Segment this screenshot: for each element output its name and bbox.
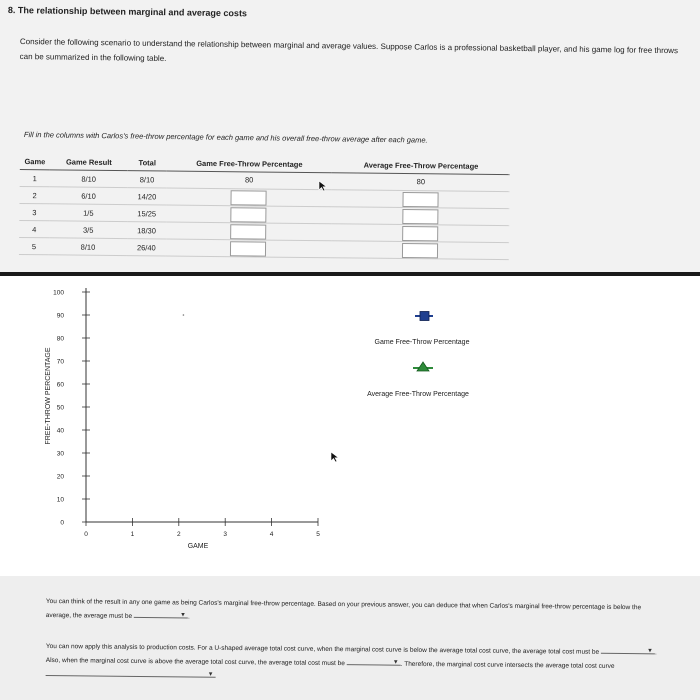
y-tick-label: 70 [56,358,64,366]
marginal-question-text: You can think of the result in any one game as being Carlos's marginal free-throw percentage. Based on your previous answer, you can deduce that when Carlos's marginal free-throw percentage is below the average, the average must be [45,597,642,620]
cell-game-pct [166,188,332,207]
y-tick-label: 60 [56,381,64,389]
production-cost-text-b: . Also, when the marginal cost curve is above the average total cost curve, the average total cost must be [45,649,657,668]
avg-pct-input[interactable] [402,226,438,241]
x-tick-label: 4 [269,531,274,538]
average-direction-dropdown[interactable] [134,609,188,619]
dropdown-arrow-icon: ▼ [392,659,399,666]
y-tick-label: 0 [60,519,64,527]
cell-game: 4 [19,220,49,237]
header-avg-pct: Average Free-Throw Percentage [332,157,510,174]
cell-result: 6/10 [49,187,127,205]
legend-game-pct-tool[interactable] [375,312,470,347]
cell-avg-pct [331,224,509,243]
header-game-result: Game Result [50,154,128,170]
square-marker-icon[interactable] [420,312,429,321]
header-game: Game [20,154,50,170]
cell-total: 15/25 [127,205,166,222]
cell-result: 8/10 [49,238,127,256]
y-tick-label: 50 [56,404,64,412]
avg-pct-input[interactable] [402,243,438,258]
production-cost-paragraph [46,639,666,687]
chart-axes [86,288,318,522]
avg-pct-input[interactable] [403,192,439,207]
y-tick-label: 10 [56,496,64,504]
cell-game-pct [166,205,332,224]
dropdown-arrow-icon: ▼ [207,671,214,678]
x-tick-label: 2 [176,531,181,538]
atc-above-dropdown[interactable] [347,656,401,666]
follow-up-panel [0,576,700,700]
x-tick-label: 5 [316,531,320,538]
x-tick-label: 1 [130,531,135,538]
cell-avg-pct [332,190,510,209]
x-axis-label: GAME [187,543,209,550]
y-tick-label: 90 [56,312,64,320]
cell-avg-pct [331,241,509,260]
y-tick-label: 40 [56,427,64,435]
production-cost-text-c: . Therefore, the marginal cost curve intersects the average total cost curve [400,660,615,670]
y-tick-label: 80 [56,335,64,343]
game-pct-input[interactable] [231,207,267,222]
legend-game-pct-label: Game Free-Throw Percentage [374,339,470,346]
avg-pct-input[interactable] [402,209,438,224]
x-tick-label: 3 [223,531,228,538]
dropdown-arrow-icon: ▼ [647,648,654,655]
chart-mouse-pointer-icon [331,452,339,462]
x-tick-label: 0 [84,531,88,538]
free-throw-chart[interactable] [0,276,700,576]
atc-below-dropdown[interactable] [601,645,655,655]
question-panel [0,0,700,272]
header-game-pct: Game Free-Throw Percentage [167,156,333,173]
triangle-marker-icon[interactable] [417,362,429,371]
y-axis-label: FREE-THROW PERCENTAGE [45,347,52,445]
header-total: Total [128,155,167,171]
cell-game-pct [166,239,332,258]
game-pct-input[interactable] [231,190,267,205]
cell-game: 3 [19,203,49,220]
cell-total: 26/40 [127,239,166,256]
plot-area-dot [183,314,185,316]
marginal-question-paragraph: You can think of the result in any one game as being Carlos's marginal free-throw percentage. Based on your previous answer, you can deduce that when Carlos's marginal free-throw percentage is below the average, the average must be ▼ . [45,597,642,621]
y-tick-label: 30 [56,450,64,458]
question-title: 8. The relationship between marginal and average costs [7,5,248,19]
legend-avg-pct-label: Average Free-Throw Percentage [367,391,469,398]
game-log-table [19,154,510,260]
legend-avg-pct-tool[interactable] [367,362,469,398]
cell-total: 14/20 [127,188,166,205]
cell-game: 1 [20,169,50,186]
avg-pct-value: 80 [416,176,426,186]
cell-avg-pct [332,207,510,226]
cell-result: 8/10 [50,170,128,188]
dropdown-arrow-icon: ▼ [180,612,187,619]
cell-total: 8/10 [128,171,167,188]
question-instruction: Fill in the columns with Carlos's free-throw percentage for each game and his overall free-throw average after each game. [23,130,428,145]
intersection-dropdown[interactable] [46,667,216,678]
game-pct-value: 80 [244,174,254,184]
y-tick-label: 100 [53,289,64,297]
cell-total: 18/30 [127,222,166,239]
cell-game-pct [166,171,332,190]
cell-game-pct [166,222,332,241]
game-pct-input[interactable] [230,241,266,256]
question-intro: Consider the following scenario to understand the relationship between marginal and average values. Suppose Carlos is a professional basketball player, and his game log for free throws can be summarized in the following table. [19,36,679,64]
chart-panel [0,276,700,576]
cell-result: 1/5 [49,204,127,222]
cell-game: 2 [19,186,49,203]
production-cost-text-a: You can now apply this analysis to production costs. For a U-shaped average total cost curve, when the marginal cost curve is below the average total cost curve, the average total cost must be [45,642,600,656]
chart-grid [183,314,185,316]
cell-avg-pct [332,173,510,192]
chart-ticks [53,290,320,539]
y-tick-label: 20 [56,473,64,481]
game-pct-input[interactable] [231,224,267,239]
cell-result: 3/5 [49,221,127,239]
cell-game: 5 [19,237,49,254]
